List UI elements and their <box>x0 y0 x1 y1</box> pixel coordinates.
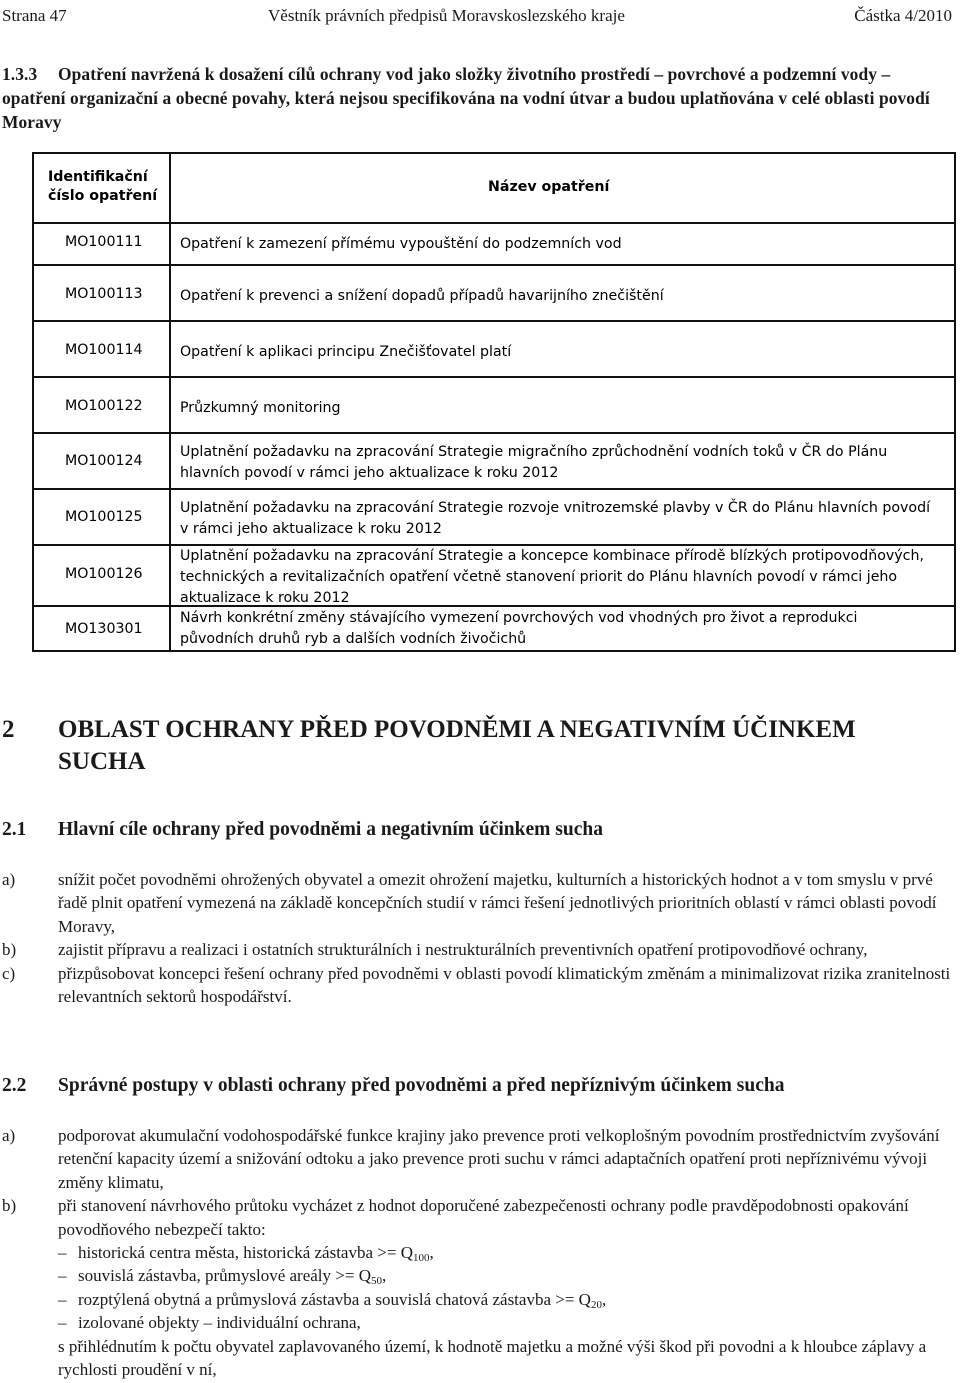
row-id: MO100122 <box>65 398 143 414</box>
header-id-line1: Identifikační <box>48 169 148 185</box>
dash-text: historická centra města, historická zástavba >= Q <box>78 1243 413 1263</box>
list-item <box>2 962 957 1009</box>
subscript: 50 <box>370 1275 382 1288</box>
table-row-divider <box>32 488 956 490</box>
item-text: při stanovení návrhového průtoku vycházet z hodnot doporučené zabezpečenosti ochrany podle pravděpodobnosti opakování povodňového nebezpečí takto: <box>58 1196 909 1239</box>
item-marker: b) <box>2 940 17 960</box>
dash-marker: – <box>58 1266 67 1286</box>
row-name-line: Uplatnění požadavku na zpracování Strategie migračního zprůchodnění vodních toků v ČR do Plánu <box>180 444 888 460</box>
item-marker: a) <box>2 870 16 889</box>
section-1-3-3-heading <box>2 62 957 134</box>
table-row-divider <box>32 320 956 322</box>
item-marker: b) <box>2 1196 17 1216</box>
row-name: Opatření k zamezení přímému vypouštění do podzemních vod <box>180 236 622 252</box>
row-name <box>180 608 950 650</box>
header-id-column <box>48 168 168 206</box>
dash-text: rozptýlená obytná a průmyslová zástavba a souvislá chatová zástavba >= Q <box>78 1289 591 1309</box>
row-name-line: technických a revitalizačních opatření včetně stanovení priorit do Plánu hlavních povodí v rámci jeho <box>180 569 898 585</box>
row-name-line: Návrh konkrétní změny stávajícího vymezení povrchových vod vhodných pro život a reprodukci <box>180 610 858 626</box>
row-name-line: původních druhů ryb a dalších vodních živočichů <box>180 631 527 647</box>
dash-item <box>58 1311 957 1334</box>
item-text: podporovat akumulační vodohospodářské funkce krajiny jako prevence proti velkoplošným povodním prostřednictvím zvyšování retenční kapacity území a snižování odtoku a jako prevence proti suchu v rámci adaptačních opatření proti nepříznivému vývoji změny klimatu, <box>58 1126 940 1192</box>
table-row-divider <box>32 264 956 266</box>
list-item <box>2 1124 957 1194</box>
row-id: MO100125 <box>65 509 143 525</box>
measures-table <box>32 152 956 652</box>
row-name-line: Uplatnění požadavku na zpracování Strategie a koncepce kombinace přírodě blízkých protipovodňových, <box>180 548 924 564</box>
section-title-line1: OBLAST OCHRANY PŘED POVODNĚMI A NEGATIVNÍM ÚČINKEM <box>58 716 856 743</box>
section-number: 2.2 <box>2 1075 27 1096</box>
dash-item <box>58 1241 957 1264</box>
list-item <box>2 868 957 938</box>
dash-text: souvislá zástavba, průmyslové areály >= Q <box>78 1266 371 1286</box>
dash-marker: – <box>58 1289 67 1309</box>
dash-end: , <box>381 1266 387 1286</box>
page-number: Strana 47 <box>2 6 67 25</box>
row-id: MO100114 <box>65 342 143 358</box>
row-name <box>180 498 950 540</box>
section-number: 2 <box>2 716 15 743</box>
section-2-2-heading <box>2 1073 957 1099</box>
dash-marker: – <box>58 1243 67 1263</box>
section-number: 1.3.3 <box>2 64 38 84</box>
subscript: 20 <box>590 1298 602 1311</box>
section-title: Opatření navržená k dosažení cílů ochrany vod jako složky životního prostředí – povrchové a podzemní vody – opatření organizační a obecné povahy, která nejsou specifikována na vodní útvar a budou uplatňována v celé oblasti povodí Moravy <box>2 64 930 132</box>
section-title: Hlavní cíle ochrany před povodněmi a negativním účinkem sucha <box>58 819 603 840</box>
section-2-1-list <box>2 868 957 1008</box>
row-id: MO100113 <box>65 286 143 302</box>
section-title-line2: SUCHA <box>58 748 146 775</box>
list-item <box>2 938 957 961</box>
header-id-line2: číslo opatření <box>48 188 158 204</box>
item-text: snížit počet povodněmi ohrožených obyvatel a omezit ohrožení majetku, kulturních a historických hodnot a v tom smyslu v prvé řadě plnit opatření vymezená na základě koncepčních studií v rámci řešení jednotlivých prioritních oblastí v rámci oblasti povodí Moravy, <box>58 870 937 936</box>
table-row-divider <box>32 222 956 224</box>
row-id: MO130301 <box>65 621 143 637</box>
journal-title: Věstník právních předpisů Moravskoslezského kraje <box>268 6 625 25</box>
row-id: MO100124 <box>65 453 143 469</box>
closing-text: s přihlédnutím k počtu obyvatel zaplavovaného území, k hodnotě majetku a možné výši škod při povodni a k hloubce záplavy a rychlosti proudění v ní, <box>58 1336 927 1380</box>
dash-end: , <box>601 1289 607 1309</box>
row-name: Průzkumný monitoring <box>180 400 341 416</box>
dash-item <box>58 1264 957 1287</box>
section-2-1-heading <box>2 817 957 843</box>
row-name-line: hlavních povodí v rámci jeho aktualizace k roku 2012 <box>180 465 559 481</box>
table-border-left <box>32 152 34 652</box>
header-name-column: Název opatření <box>488 179 610 195</box>
row-name <box>180 546 950 609</box>
section-title: Správné postupy v oblasti ochrany před povodněmi a před nepříznivým účinkem sucha <box>58 1075 785 1096</box>
item-text: zajistit přípravu a realizaci i ostatních strukturálních i nestrukturálních preventivních opatření protipovodňové ochrany, <box>58 940 868 960</box>
row-id: MO100111 <box>65 234 143 250</box>
section-number: 2.1 <box>2 819 27 840</box>
dash-text: izolované objekty – individuální ochrana, <box>78 1313 361 1333</box>
dash-marker: – <box>58 1313 67 1333</box>
issue-number: Částka 4/2010 <box>854 6 952 25</box>
table-row-divider <box>32 376 956 378</box>
row-name-line: Uplatnění požadavku na zpracování Strategie rozvoje vnitrozemské plavby v ČR do Plánu hlavních povodí <box>180 500 931 516</box>
row-id: MO100126 <box>65 566 143 582</box>
item-text: přizpůsobovat koncepci řešení ochrany před povodněmi v oblasti povodí klimatickým změnám a minimalizovat rizika zranitelnosti relevantních sektorů hospodářství. <box>58 963 951 1007</box>
row-name-line: v rámci jeho aktualizace k roku 2012 <box>180 521 442 537</box>
dash-end: , <box>429 1243 434 1263</box>
row-name: Opatření k aplikaci principu Znečišťovatel platí <box>180 344 512 360</box>
item-marker: c) <box>2 963 16 983</box>
subscript: 100 <box>412 1252 430 1265</box>
section-2-heading <box>2 714 957 778</box>
dash-item <box>58 1288 957 1311</box>
row-name: Opatření k prevenci a snížení dopadů případů havarijního znečištění <box>180 288 664 304</box>
table-border-bottom <box>32 650 956 652</box>
table-row-divider <box>32 432 956 434</box>
section-2-2-list <box>2 1124 957 1381</box>
table-border-right <box>954 152 956 652</box>
row-name-line: aktualizace k roku 2012 <box>180 590 350 606</box>
list-item <box>2 1194 957 1381</box>
row-name <box>180 442 950 484</box>
item-marker: a) <box>2 1126 16 1145</box>
table-border-top <box>32 152 956 154</box>
page-header <box>0 6 960 30</box>
